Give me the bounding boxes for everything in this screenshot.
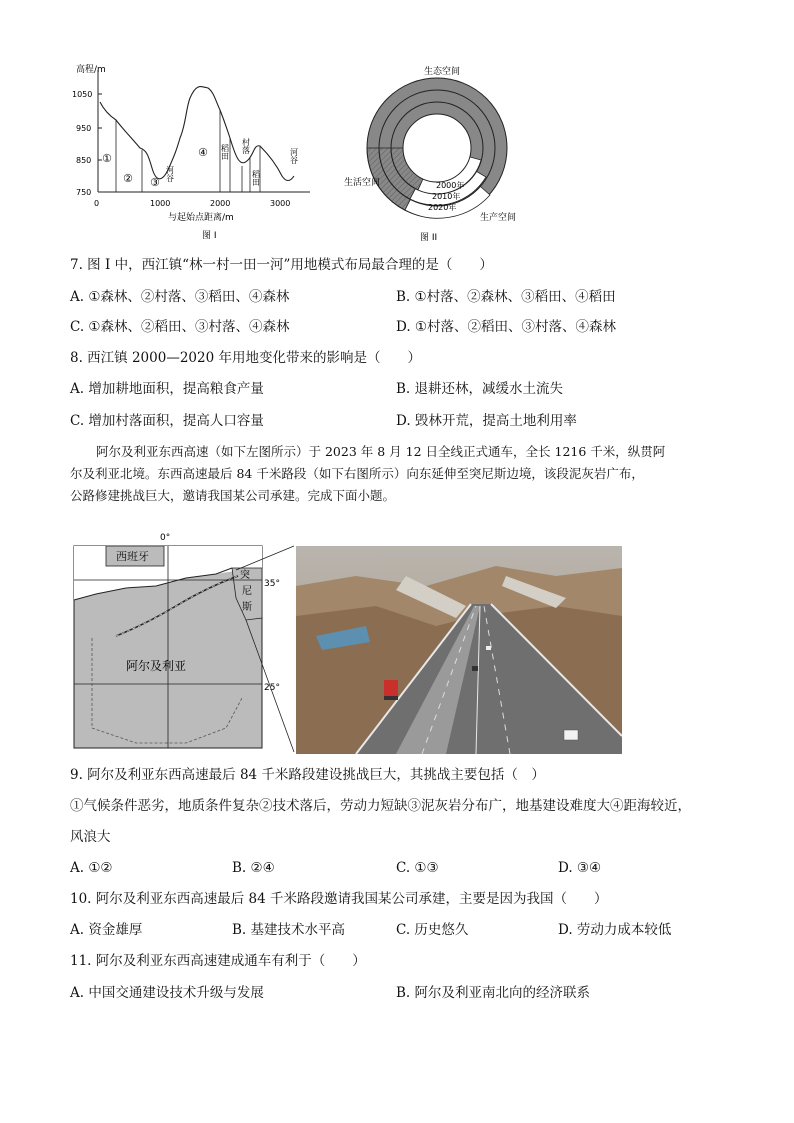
zone-2-label: ② bbox=[123, 172, 133, 185]
xtick-2000: 2000 bbox=[210, 199, 231, 208]
figure-1-profile bbox=[70, 58, 330, 243]
ytick-850: 850 bbox=[76, 156, 92, 165]
q10-option-c[interactable]: C. 历史悠久 bbox=[396, 922, 469, 938]
q7-option-c[interactable]: C. ①森林、②稻田、③村落、④森林 bbox=[70, 319, 290, 335]
passage-line-2: 尔及利亚北境。东西高速最后 84 千米路段（如下右图所示）向东延伸至突尼斯边境，该段泥灰岩广布， bbox=[70, 466, 644, 481]
map-tunisia-2: 尼 bbox=[242, 586, 252, 597]
year-2000-label: 2000年 bbox=[436, 181, 465, 190]
ytick-1050: 1050 bbox=[72, 90, 93, 99]
q8-option-d[interactable]: D. 毁林开荒，提高土地利用率 bbox=[396, 413, 577, 429]
q11-option-b[interactable]: B. 阿尔及利亚南北向的经济联系 bbox=[396, 985, 591, 1001]
q11-option-a[interactable]: A. 中国交通建设技术升级与发展 bbox=[70, 985, 264, 1001]
figure-2-rings bbox=[340, 60, 530, 245]
terrain-curve bbox=[100, 87, 294, 181]
figure-1-caption: 图 I bbox=[202, 231, 217, 241]
q10-option-a[interactable]: A. 资金雄厚 bbox=[70, 922, 143, 938]
figure-1-xlabel: 与起始点距离/m bbox=[168, 213, 234, 223]
ytick-750: 750 bbox=[76, 188, 92, 197]
q7-stem: 7. 图 I 中，西江镇“林一村一田一河”用地模式布局最合理的是（ ） bbox=[70, 257, 493, 273]
q8-option-c[interactable]: C. 增加村落面积，提高人口容量 bbox=[70, 413, 264, 429]
xtick-3000: 3000 bbox=[270, 199, 291, 208]
paddy-label-2: 稻田 bbox=[251, 170, 261, 186]
map-tunisia-3: 斯 bbox=[242, 602, 252, 613]
passage-line-3: 公路修建挑战巨大，邀请我国某公司承建。完成下面小题。 bbox=[70, 488, 396, 503]
valley-label-1: 河谷 bbox=[165, 166, 175, 182]
ring-right-label: 生产空间 bbox=[480, 213, 517, 223]
q10-option-b[interactable]: B. 基建技术水平高 bbox=[232, 922, 346, 938]
figure-1-ylabel: 高程/m bbox=[76, 65, 106, 75]
map-tunisia-1: 突 bbox=[240, 570, 250, 581]
q9-stem: 9. 阿尔及利亚东西高速最后 84 千米路段建设挑战巨大，其挑战主要包括（ ） bbox=[70, 767, 545, 783]
passage bbox=[70, 441, 722, 507]
map-lat35: 35° bbox=[264, 579, 280, 589]
q9-statements: ①气候条件恶劣，地质条件复杂②技术落后，劳动力短缺③泥灰岩分布广，地基建设难度大④距海较近， bbox=[70, 798, 691, 814]
q8-stem: 8. 西江镇 2000—2020 年用地变化带来的影响是（ ） bbox=[70, 350, 421, 366]
zone-4-label: ④ bbox=[198, 146, 208, 159]
zone-3-label: ③ bbox=[150, 176, 160, 189]
q7-option-a[interactable]: A. ①森林、②村落、③稻田、④森林 bbox=[70, 289, 290, 305]
q9-statements-cont: 风浪大 bbox=[70, 829, 111, 845]
q10-stem: 10. 阿尔及利亚东西高速最后 84 千米路段邀请我国某公司承建，主要是因为我国（ ） bbox=[70, 891, 608, 907]
figure-2-caption: 图 II bbox=[420, 233, 438, 243]
zone-1-label: ① bbox=[102, 152, 112, 165]
q9-option-d[interactable]: D. ③④ bbox=[558, 860, 602, 876]
q10-option-d[interactable]: D. 劳动力成本较低 bbox=[558, 922, 672, 938]
q9-option-b[interactable]: B. ②④ bbox=[232, 860, 275, 876]
xtick-0: 0 bbox=[94, 199, 100, 208]
village-label: 村落 bbox=[241, 138, 251, 154]
map-algeria-label: 阿尔及利亚 bbox=[126, 659, 187, 673]
paddy-label-1: 稻田 bbox=[220, 144, 230, 160]
ytick-950: 950 bbox=[76, 124, 92, 133]
q7-option-d[interactable]: D. ①村落、②稻田、③村落、④森林 bbox=[396, 319, 617, 335]
year-2010-label: 2010年 bbox=[432, 192, 461, 201]
q9-option-a[interactable]: A. ①② bbox=[70, 860, 113, 876]
xtick-1000: 1000 bbox=[150, 199, 171, 208]
q8-option-b[interactable]: B. 退耕还林，减缓水土流失 bbox=[396, 381, 564, 397]
map-lon-label: 0° bbox=[160, 533, 171, 543]
q7-option-b[interactable]: B. ①村落、②森林、③稻田、④稻田 bbox=[396, 289, 616, 305]
algeria-map bbox=[66, 528, 296, 753]
passage-line-1: 阿尔及利亚东西高速（如下左图所示）于 2023 年 8 月 12 日全线正式通车，全长 1216 千米，纵贯阿 bbox=[96, 444, 666, 459]
map-spain-label: 西班牙 bbox=[116, 550, 149, 563]
valley-label-2: 河谷 bbox=[289, 148, 299, 164]
highway-photo bbox=[296, 546, 622, 754]
q8-option-a[interactable]: A. 增加耕地面积，提高粮食产量 bbox=[70, 381, 264, 397]
ring-left-label: 生活空间 bbox=[344, 178, 381, 188]
q11-stem: 11. 阿尔及利亚东西高速建成通车有利于（ ） bbox=[70, 953, 366, 969]
q9-option-c[interactable]: C. ①③ bbox=[396, 860, 439, 876]
map-lat25: 25° bbox=[264, 683, 280, 693]
ring-top-label: 生态空间 bbox=[424, 67, 461, 77]
year-2020-label: 2020年 bbox=[428, 203, 457, 212]
